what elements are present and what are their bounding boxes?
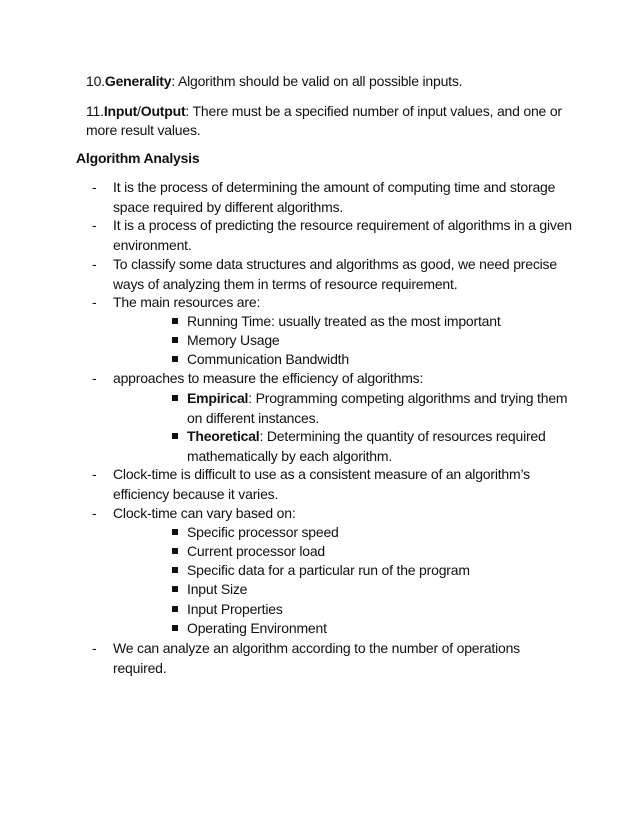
sub-bullet-item xyxy=(172,427,572,466)
numbered-item-generality xyxy=(86,72,566,91)
sub-bullet-item xyxy=(172,542,572,562)
dash-marker: - xyxy=(92,505,97,521)
sub-bullet-rest: : Determining the quantity of resources required mathematically by each algorithm. xyxy=(187,428,546,464)
bullet-text: Clock-time can vary based on: xyxy=(113,505,296,521)
item-text: : Algorithm should be valid on all possible inputs. xyxy=(171,73,463,89)
sub-bullet-text: Specific data for a particular run of the program xyxy=(187,562,470,578)
sub-bullet-text: Memory Usage xyxy=(187,332,280,348)
item-number: 10. xyxy=(86,73,105,89)
sub-bullet-item xyxy=(172,389,572,428)
item-term-2: Output xyxy=(140,103,186,119)
square-bullet-icon xyxy=(172,433,178,439)
sub-bullet-text xyxy=(187,427,572,466)
square-bullet-icon xyxy=(172,356,178,362)
square-bullet-icon xyxy=(172,586,178,592)
bullet-text: Clock-time is difficult to use as a consistent measure of an algorithm’s efficiency because it varies. xyxy=(113,466,530,502)
sub-bullet-rest: : Programming competing algorithms and trying them on different instances. xyxy=(187,390,568,426)
bullet-item xyxy=(92,216,572,255)
square-bullet-icon xyxy=(172,606,178,612)
section-heading: Algorithm Analysis xyxy=(76,150,200,166)
square-bullet-icon xyxy=(172,395,178,401)
sub-bullet-item xyxy=(172,619,572,639)
sub-bullet-item xyxy=(172,523,572,543)
sub-bullet-item xyxy=(172,312,572,332)
bullet-item xyxy=(92,293,572,313)
square-bullet-icon xyxy=(172,567,178,573)
square-bullet-icon xyxy=(172,337,178,343)
sub-bullet-item xyxy=(172,331,572,351)
bullet-item xyxy=(92,369,572,389)
sub-bullet-text: Running Time: usually treated as the most important xyxy=(187,313,501,329)
sub-bullet-item xyxy=(172,580,572,600)
sub-bullet-item xyxy=(172,561,572,581)
square-bullet-icon xyxy=(172,529,178,535)
bullet-item xyxy=(92,255,572,294)
bullet-item xyxy=(92,178,572,217)
dash-marker: - xyxy=(92,640,97,656)
item-term: Generality xyxy=(104,73,172,89)
sub-bullet-text: Operating Environment xyxy=(187,620,327,636)
bullet-item xyxy=(92,504,572,524)
bullet-text: To classify some data structures and algorithms as good, we need precise ways of analyzing them in terms of resource requirement. xyxy=(113,256,557,292)
sub-bullet-item xyxy=(172,600,572,620)
sub-bullet-text: Specific processor speed xyxy=(187,524,339,540)
dash-marker: - xyxy=(92,179,97,195)
sub-bullet-item xyxy=(172,350,572,370)
dash-marker: - xyxy=(92,294,97,310)
bullet-text: We can analyze an algorithm according to the number of operations required. xyxy=(113,640,520,676)
bullet-text: It is a process of predicting the resource requirement of algorithms in a given environment. xyxy=(113,217,572,253)
numbered-item-input-output xyxy=(86,102,566,140)
bullet-text: It is the process of determining the amount of computing time and storage space required by different algorithms. xyxy=(113,179,556,215)
sub-bullet-text xyxy=(187,389,572,428)
square-bullet-icon xyxy=(172,318,178,324)
sub-bullet-text: Input Properties xyxy=(187,601,283,617)
item-term: Input xyxy=(103,103,138,119)
square-bullet-icon xyxy=(172,548,178,554)
dash-marker: - xyxy=(92,256,97,272)
item-number: 11. xyxy=(86,103,104,119)
sub-bullet-term: Theoretical xyxy=(187,428,260,444)
item-separator: / xyxy=(137,103,141,119)
sub-bullet-text: Communication Bandwidth xyxy=(187,351,349,367)
dash-marker: - xyxy=(92,370,97,386)
sub-bullet-text: Current processor load xyxy=(187,543,325,559)
sub-bullet-text: Input Size xyxy=(187,581,248,597)
bullet-text: The main resources are: xyxy=(113,294,261,310)
sub-bullet-term: Empirical xyxy=(187,390,249,406)
bullet-item xyxy=(92,465,572,504)
dash-marker: - xyxy=(92,466,97,482)
bullet-text: approaches to measure the efficiency of algorithms: xyxy=(113,370,424,386)
item-text: : There must be a specified number of input values, and one or more result values. xyxy=(86,103,562,138)
bullet-item xyxy=(92,639,572,678)
dash-marker: - xyxy=(92,217,97,233)
square-bullet-icon xyxy=(172,625,178,631)
